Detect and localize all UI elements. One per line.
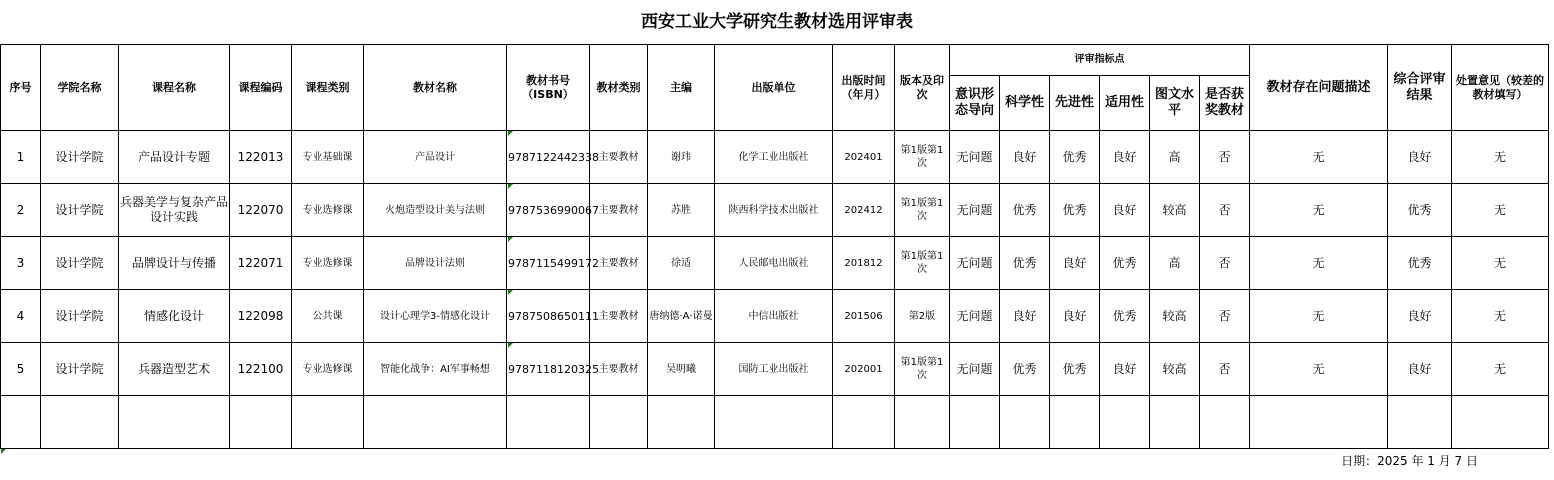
cell-textbook-name: 品牌设计法则: [364, 237, 507, 290]
header-college: 学院名称: [41, 45, 119, 131]
page-title: 西安工业大学研究生教材选用评审表: [641, 12, 913, 32]
cell-seq: 3: [1, 237, 41, 290]
cell-overall: 良好: [1388, 290, 1452, 343]
cell-publisher: 陕西科学技术出版社: [715, 184, 833, 237]
cell-editor: 唐纳德·A·诺曼: [648, 290, 715, 343]
cell-scientific: 优秀: [1000, 237, 1050, 290]
table-row: [1, 290, 1549, 343]
cell-disposal: 无: [1452, 184, 1549, 237]
cell-overall: 良好: [1388, 131, 1452, 184]
cell-award: 否: [1200, 131, 1250, 184]
cell-edition: 第2版: [895, 290, 950, 343]
header-ideology: 意识形态导向: [950, 76, 1000, 131]
header-text-level: 图文水平: [1150, 76, 1200, 131]
cell-course-type: 公共课: [292, 290, 364, 343]
cell-award: 否: [1200, 237, 1250, 290]
cell-seq: 5: [1, 343, 41, 396]
cell-text-level: 较高: [1150, 184, 1200, 237]
cell-ideology: 无问题: [950, 131, 1000, 184]
cell-applicability: 良好: [1100, 343, 1150, 396]
cell-problems: 无: [1250, 237, 1388, 290]
cell-comment-marker: [508, 237, 513, 242]
cell-advanced: 优秀: [1050, 131, 1100, 184]
cell-comment-marker: [508, 131, 513, 136]
header-overall: 综合评审结果: [1388, 45, 1452, 131]
cell-editor: 吴明曦: [648, 343, 715, 396]
cell-text-level: 较高: [1150, 290, 1200, 343]
cell-pub-time: 202401: [833, 131, 895, 184]
cell-publisher: 国防工业出版社: [715, 343, 833, 396]
header-advanced: 先进性: [1050, 76, 1100, 131]
cell-applicability: 良好: [1100, 184, 1150, 237]
cell-textbook-type: 主要教材: [590, 343, 648, 396]
cell-textbook-name: 智能化战争：AI军事畅想: [364, 343, 507, 396]
cell-textbook-type: 主要教材: [590, 290, 648, 343]
cell-college: 设计学院: [41, 343, 119, 396]
header-disposal: 处置意见（较差的教材填写）: [1452, 45, 1549, 131]
header-award: 是否获奖教材: [1200, 76, 1250, 131]
cell-overall: 优秀: [1388, 237, 1452, 290]
cell-publisher: 人民邮电出版社: [715, 237, 833, 290]
cell-course-name: 产品设计专题: [119, 131, 230, 184]
cell-ideology: 无问题: [950, 343, 1000, 396]
cell-ideology: 无问题: [950, 290, 1000, 343]
cell-scientific: 良好: [1000, 131, 1050, 184]
cell-course-code: 122070: [230, 184, 292, 237]
footer-date: 日期：2025 年 1 月 7 日: [1341, 454, 1478, 468]
cell-disposal: 无: [1452, 343, 1549, 396]
cell-applicability: 优秀: [1100, 290, 1150, 343]
cell-award: 否: [1200, 184, 1250, 237]
cell-pub-time: 202001: [833, 343, 895, 396]
cell-isbn: 9787536990067: [507, 184, 590, 237]
header-publisher: 出版单位: [715, 45, 833, 131]
cell-comment-marker: [508, 343, 513, 348]
header-problems: 教材存在问题描述: [1250, 45, 1388, 131]
header-textbook-type: 教材类别: [590, 45, 648, 131]
cell-seq: 2: [1, 184, 41, 237]
header-review-group: 评审指标点: [950, 45, 1250, 76]
cell-college: 设计学院: [41, 290, 119, 343]
cell-text-level: 较高: [1150, 343, 1200, 396]
cell-course-type: 专业选修课: [292, 343, 364, 396]
cell-pub-time: 201812: [833, 237, 895, 290]
cell-college: 设计学院: [41, 237, 119, 290]
cell-textbook-name: 设计心理学3-情感化设计: [364, 290, 507, 343]
cell-publisher: 化学工业出版社: [715, 131, 833, 184]
header-textbook-name: 教材名称: [364, 45, 507, 131]
cell-edition: 第1版第1次: [895, 237, 950, 290]
cell-comment-marker: [508, 184, 513, 189]
cell-textbook-name: 产品设计: [364, 131, 507, 184]
cell-edition: 第1版第1次: [895, 184, 950, 237]
cell-editor: 徐适: [648, 237, 715, 290]
cell-problems: 无: [1250, 131, 1388, 184]
cell-edition: 第1版第1次: [895, 131, 950, 184]
header-course-code: 课程编码: [230, 45, 292, 131]
cell-edition: 第1版第1次: [895, 343, 950, 396]
cell-advanced: 良好: [1050, 237, 1100, 290]
cell-editor: 谢玮: [648, 131, 715, 184]
cell-course-type: 专业选修课: [292, 184, 364, 237]
cell-overall: 良好: [1388, 343, 1452, 396]
cell-pub-time: 201506: [833, 290, 895, 343]
cell-comment-marker: [508, 290, 513, 295]
cell-course-type: 专业基础课: [292, 131, 364, 184]
cell-course-name: 品牌设计与传播: [119, 237, 230, 290]
table-row: [1, 237, 1549, 290]
cell-disposal: 无: [1452, 237, 1549, 290]
cell-course-type: 专业选修课: [292, 237, 364, 290]
cell-seq: 1: [1, 131, 41, 184]
cell-problems: 无: [1250, 184, 1388, 237]
cell-scientific: 优秀: [1000, 343, 1050, 396]
cell-course-name: 情感化设计: [119, 290, 230, 343]
cell-disposal: 无: [1452, 131, 1549, 184]
cell-scientific: 良好: [1000, 290, 1050, 343]
header-applicability: 适用性: [1100, 76, 1150, 131]
cell-scientific: 优秀: [1000, 184, 1050, 237]
table-row: [1, 131, 1549, 184]
header-seq: 序号: [1, 45, 41, 131]
cell-course-name: 兵器造型艺术: [119, 343, 230, 396]
cell-disposal: 无: [1452, 290, 1549, 343]
cell-award: 否: [1200, 343, 1250, 396]
cell-advanced: 优秀: [1050, 343, 1100, 396]
cell-advanced: 优秀: [1050, 184, 1100, 237]
cell-problems: 无: [1250, 290, 1388, 343]
header-editor: 主编: [648, 45, 715, 131]
header-isbn: 教材书号（ISBN）: [507, 45, 590, 131]
cell-course-code: 122013: [230, 131, 292, 184]
cell-course-code: 122100: [230, 343, 292, 396]
cell-overall: 优秀: [1388, 184, 1452, 237]
cell-applicability: 良好: [1100, 131, 1150, 184]
cell-college: 设计学院: [41, 184, 119, 237]
cell-text-level: 高: [1150, 237, 1200, 290]
cell-seq: 4: [1, 290, 41, 343]
cell-applicability: 优秀: [1100, 237, 1150, 290]
cell-problems: 无: [1250, 343, 1388, 396]
header-course-type: 课程类别: [292, 45, 364, 131]
cell-course-code: 122071: [230, 237, 292, 290]
cell-college: 设计学院: [41, 131, 119, 184]
cell-isbn: 9787508650111: [507, 290, 590, 343]
cell-ideology: 无问题: [950, 184, 1000, 237]
cell-textbook-type: 主要教材: [590, 184, 648, 237]
empty-row: [1, 396, 1549, 449]
header-pub-time: 出版时间（年月）: [833, 45, 895, 131]
cell-pub-time: 202412: [833, 184, 895, 237]
cell-isbn: 9787115499172: [507, 237, 590, 290]
table-row: [1, 343, 1549, 396]
header-edition: 版本及印次: [895, 45, 950, 131]
cell-textbook-name: 火炮造型设计美与法则: [364, 184, 507, 237]
cell-comment-marker: [1, 449, 6, 454]
cell-textbook-type: 主要教材: [590, 131, 648, 184]
header-course-name: 课程名称: [119, 45, 230, 131]
cell-publisher: 中信出版社: [715, 290, 833, 343]
table-row: [1, 184, 1549, 237]
cell-award: 否: [1200, 290, 1250, 343]
cell-isbn: 9787122442338: [507, 131, 590, 184]
cell-course-name: 兵器美学与复杂产品设计实践: [119, 184, 230, 237]
cell-textbook-type: 主要教材: [590, 237, 648, 290]
cell-text-level: 高: [1150, 131, 1200, 184]
cell-editor: 苏胜: [648, 184, 715, 237]
review-table: [0, 44, 1549, 449]
cell-ideology: 无问题: [950, 237, 1000, 290]
cell-advanced: 良好: [1050, 290, 1100, 343]
header-scientific: 科学性: [1000, 76, 1050, 131]
cell-isbn: 9787118120325: [507, 343, 590, 396]
cell-course-code: 122098: [230, 290, 292, 343]
